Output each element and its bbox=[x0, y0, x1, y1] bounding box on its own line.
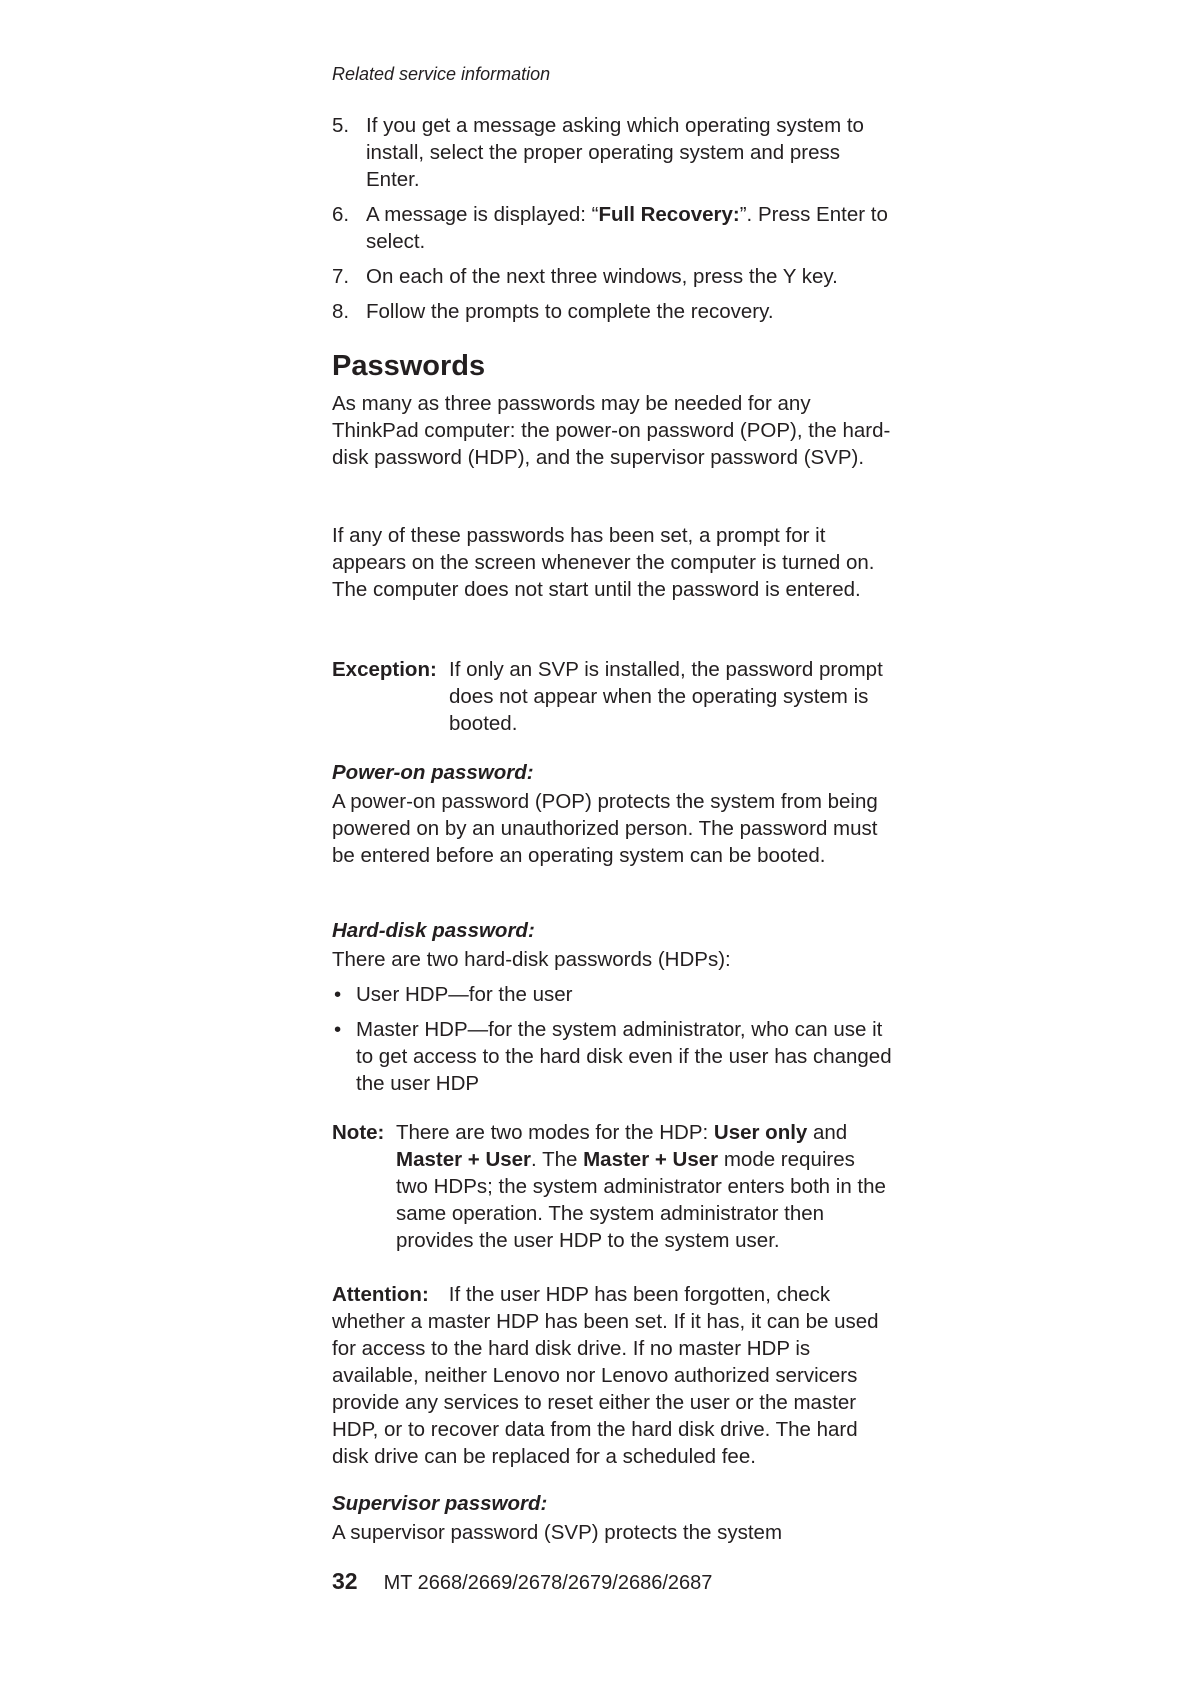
note-text bbox=[332, 1119, 892, 1254]
step-text-suffix: ”. Press Enter to select. bbox=[366, 203, 888, 253]
step-number: 7. bbox=[332, 265, 350, 288]
hdp-bullet-list bbox=[332, 981, 892, 1105]
power-on-password-text: A power-on password (POP) protects the system from being powered on by an unauthorized person. The password must be entered before an operating system can be booted. bbox=[332, 790, 878, 867]
bullet-icon: • bbox=[334, 1018, 342, 1041]
machine-types: MT 2668/2669/2678/2679/2686/2687 bbox=[383, 1572, 713, 1594]
supervisor-password-text: A supervisor password (SVP) protects the system bbox=[332, 1521, 783, 1544]
running-head: Related service information bbox=[332, 64, 551, 84]
attention-label: Attention: bbox=[332, 1283, 429, 1306]
prompt-paragraph: If any of these passwords has been set, a prompt for it appears on the screen whenever the computer is turned on. The computer does not start until the password is entered. bbox=[332, 524, 875, 601]
hard-disk-password-intro: There are two hard-disk passwords (HDPs): bbox=[332, 948, 731, 971]
step-text: Follow the prompts to complete the recovery. bbox=[366, 300, 774, 323]
note-text-part: . The bbox=[531, 1148, 584, 1171]
note-mode-user-only: User only bbox=[713, 1121, 808, 1144]
exception-text: If only an SVP is installed, the password prompt does not appear when the operating system is booted. bbox=[449, 658, 883, 735]
step-text: On each of the next three windows, press the Y key. bbox=[366, 265, 838, 288]
recovery-steps-list bbox=[332, 112, 892, 333]
hard-disk-password-heading: Hard-disk password: bbox=[332, 919, 535, 942]
page-number: 32 bbox=[332, 1568, 358, 1594]
list-item bbox=[332, 112, 892, 193]
note-text-part: mode requires two HDPs; the system administrator enters both in the same operation. The system administrator then provides the user HDP to the system user. bbox=[396, 1148, 886, 1252]
exception-block bbox=[332, 656, 892, 737]
section-title: Passwords bbox=[332, 350, 486, 382]
step-text-bold: Full Recovery: bbox=[598, 203, 740, 226]
list-item bbox=[332, 201, 892, 255]
exception-label: Exception: bbox=[332, 658, 437, 681]
note-mode-master-user: Master + User bbox=[396, 1148, 532, 1171]
step-text: If you get a message asking which operating system to install, select the proper operating system and press Enter. bbox=[366, 114, 864, 191]
note-block bbox=[332, 1119, 892, 1254]
list-item bbox=[332, 981, 892, 1008]
bullet-text: Master HDP—for the system administrator, who can use it to get access to the hard disk even if the user has changed the user HDP bbox=[356, 1018, 892, 1095]
step-number: 8. bbox=[332, 300, 350, 323]
note-text-part: and bbox=[807, 1121, 848, 1144]
step-number: 5. bbox=[332, 114, 350, 137]
bullet-text: User HDP—for the user bbox=[356, 983, 573, 1006]
power-on-password-heading: Power-on password: bbox=[332, 761, 534, 784]
list-item bbox=[332, 263, 892, 290]
bullet-icon: • bbox=[334, 983, 342, 1006]
note-mode-master-user: Master + User bbox=[583, 1148, 719, 1171]
note-label: Note: bbox=[332, 1121, 385, 1144]
note-text-part: There are two modes for the HDP: bbox=[396, 1121, 714, 1144]
intro-paragraph: As many as three passwords may be needed for any ThinkPad computer: the power-on password (POP), the hard-disk password (HDP), and the supervisor password (SVP). bbox=[332, 392, 891, 469]
supervisor-password-heading: Supervisor password: bbox=[332, 1492, 548, 1515]
step-text-prefix: A message is displayed: “ bbox=[366, 203, 599, 226]
list-item bbox=[332, 298, 892, 325]
attention-block bbox=[332, 1281, 892, 1470]
attention-text: If the user HDP has been forgotten, check whether a master HDP has been set. If it has, it can be used for access to the hard disk drive. If no master HDP is available, neither Lenovo nor Lenovo authorized servicers provide any services to reset either the user or the master HDP, or to recover data from the hard disk drive. The hard disk drive can be replaced for a scheduled fee. bbox=[332, 1283, 879, 1468]
step-number: 6. bbox=[332, 203, 350, 226]
list-item bbox=[332, 1016, 892, 1097]
page-footer bbox=[332, 1568, 712, 1595]
